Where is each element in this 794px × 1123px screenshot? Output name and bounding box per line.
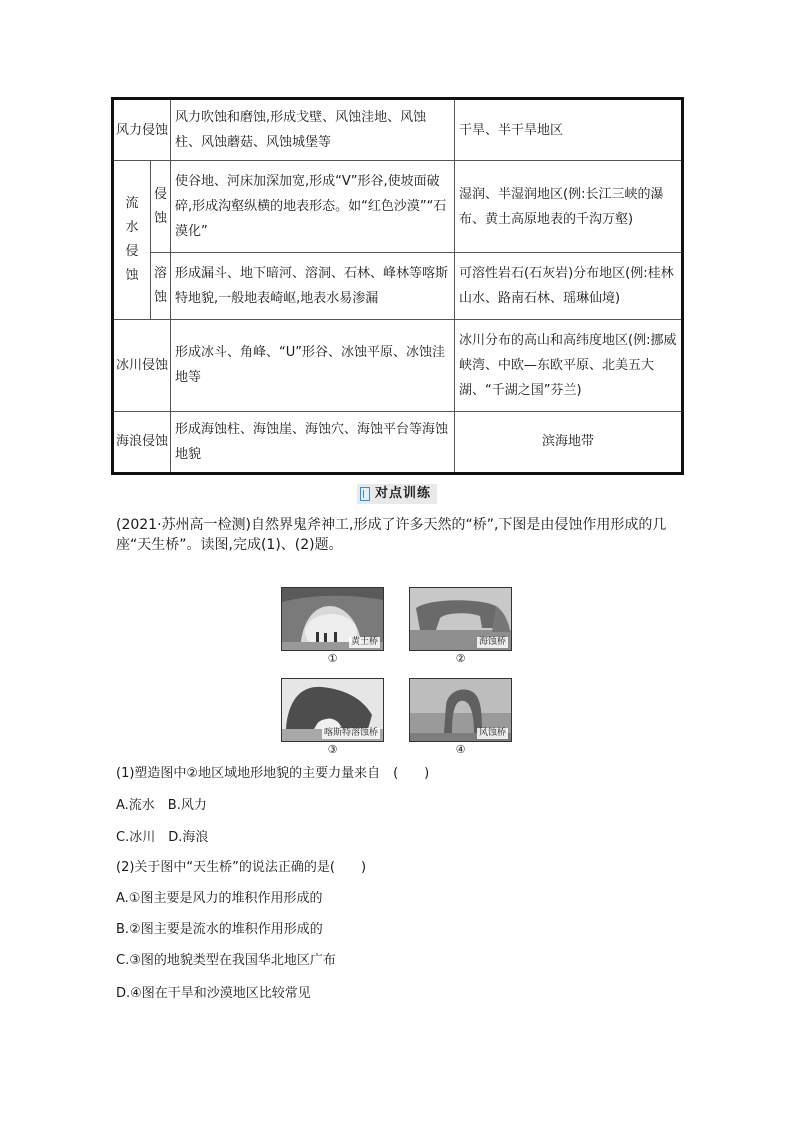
question-1-options-ab: A.流水 B.风力	[116, 798, 207, 813]
book-icon	[360, 487, 370, 501]
category-char: 蚀	[125, 267, 139, 283]
category-cell	[113, 161, 151, 319]
question-2-stem: (2)关于图中“天生桥”的说法正确的是( )	[116, 860, 367, 875]
category-cell: 冰川侵蚀	[113, 319, 171, 411]
photo-caption: 海蚀桥	[478, 637, 506, 647]
subcategory-char: 侵	[154, 186, 168, 202]
photo-number: ④	[455, 743, 466, 756]
category-char: 水	[125, 219, 139, 235]
category-char: 侵	[125, 243, 139, 259]
distribution-cell: 滨海地带	[455, 411, 683, 473]
photo-sea-arch	[409, 587, 512, 651]
category-cell: 海浪侵蚀	[113, 411, 171, 473]
landform-cell: 风力吹蚀和磨蚀,形成戈壁、风蚀洼地、风蚀柱、风蚀蘑菇、风蚀城堡等	[171, 99, 455, 161]
distribution-cell: 湿润、半湿润地区(例:长江三峡的瀑布、黄土高原地表的千沟万壑)	[455, 161, 683, 253]
table-row	[113, 161, 683, 253]
table-row	[113, 253, 683, 319]
section-title: 对点训练	[375, 486, 432, 501]
distribution-cell: 干旱、半干旱地区	[455, 99, 683, 161]
photo-number: ②	[455, 652, 466, 665]
subcategory-char: 蚀	[154, 289, 168, 305]
section-header	[357, 484, 437, 504]
photo-karst-bridge	[281, 678, 384, 742]
photo-number: ③	[327, 743, 338, 756]
photo-loess-bridge	[281, 587, 384, 651]
subcategory-char: 蚀	[154, 210, 168, 226]
question-2-option-c: C.③图的地貌类型在我国华北地区广布	[116, 953, 336, 968]
landform-cell: 使谷地、河床加深加宽,形成“V”形谷,使坡面破碎,形成沟壑纵横的地表形态。如“红色沙漠”“石漠化”	[171, 161, 455, 253]
subcategory-char: 溶	[154, 265, 168, 281]
photo-number: ①	[327, 652, 338, 665]
landform-cell: 形成漏斗、地下暗河、溶洞、石林、峰林等喀斯特地貌,一般地表崎岖,地表水易渗漏	[171, 253, 455, 319]
landform-cell: 形成冰斗、角峰、“U”形谷、冰蚀平原、冰蚀洼地等	[171, 319, 455, 411]
distribution-cell: 冰川分布的高山和高纬度地区(例:挪威峡湾、中欧—东欧平原、北美五大湖、“千湖之国”芬兰)	[455, 319, 683, 411]
intro-text: (2021·苏州高一检测)自然界鬼斧神工,形成了许多天然的“桥”,下图是由侵蚀作用形成的几座“天生桥”。读图,完成(1)、(2)题。	[116, 517, 667, 553]
category-char: 流	[125, 195, 139, 211]
table-row	[113, 99, 683, 161]
question-1-stem: (1)塑造图中②地区域地形地貌的主要力量来自 ( )	[116, 766, 430, 781]
distribution-cell: 可溶性岩石(石灰岩)分布地区(例:桂林山水、路南石林、瑶琳仙境)	[455, 253, 683, 319]
erosion-table	[111, 97, 684, 475]
photo-caption: 黄土桥	[350, 637, 378, 647]
table-row	[113, 319, 683, 411]
photo-caption: 喀斯特溶蚀桥	[323, 728, 378, 738]
question-2-option-a: A.①图主要是风力的堆积作用形成的	[116, 891, 323, 906]
table-row	[113, 411, 683, 473]
subcategory-cell	[151, 161, 171, 253]
question-1-options-cd: C.冰川 D.海浪	[116, 830, 209, 845]
photo-caption: 风蚀桥	[478, 728, 506, 738]
question-2-option-d: D.④图在干旱和沙漠地区比较常见	[116, 986, 311, 1001]
photo-wind-arch	[409, 678, 512, 742]
landform-cell: 形成海蚀柱、海蚀崖、海蚀穴、海蚀平台等海蚀地貌	[171, 411, 455, 473]
category-cell: 风力侵蚀	[113, 99, 171, 161]
subcategory-cell	[151, 253, 171, 319]
question-2-option-b: B.②图主要是流水的堆积作用形成的	[116, 922, 323, 937]
